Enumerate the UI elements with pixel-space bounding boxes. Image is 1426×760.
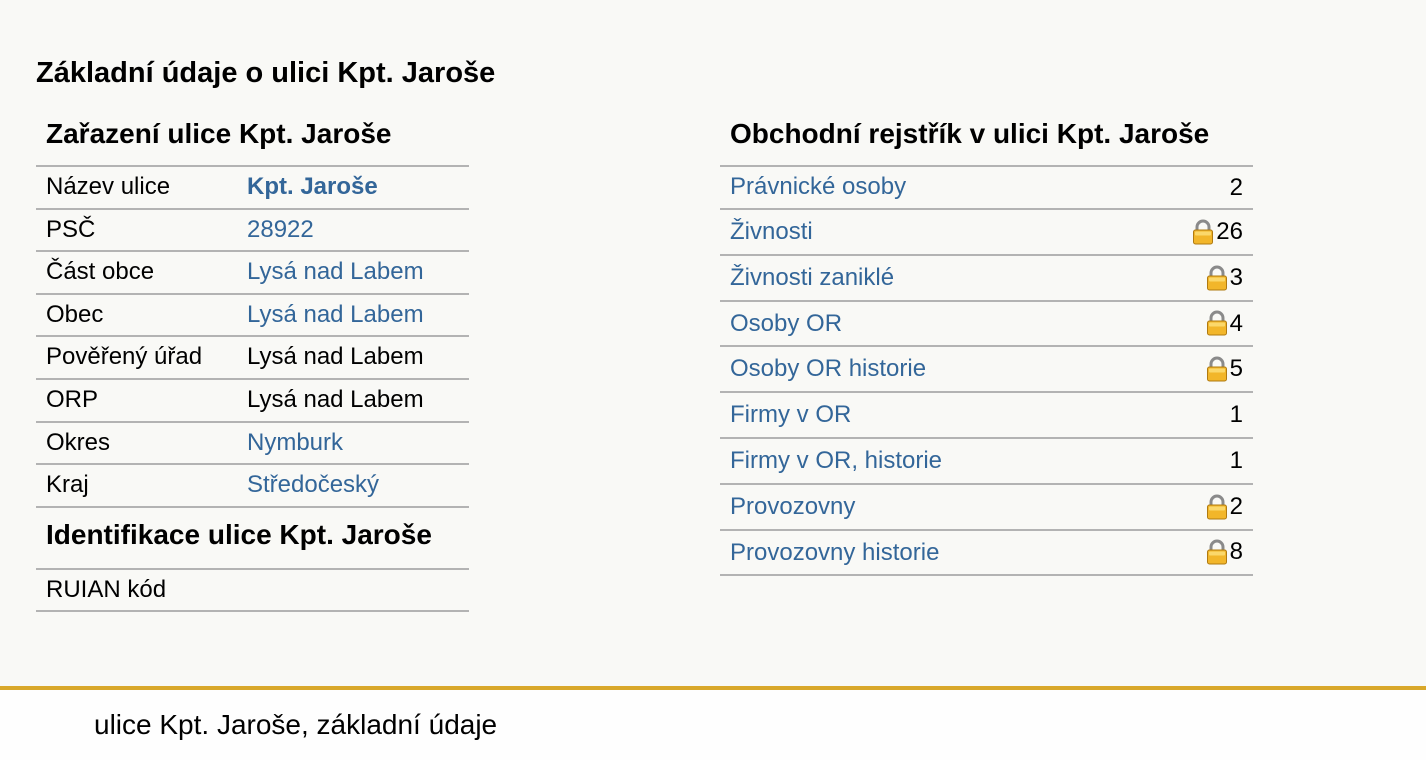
identification-title: Identifikace ulice Kpt. Jaroše bbox=[36, 508, 469, 570]
row-label: Část obce bbox=[46, 258, 155, 286]
register-row-link[interactable]: Živnosti zaniklé bbox=[730, 263, 895, 291]
register-row-link[interactable]: Živnosti bbox=[730, 218, 813, 245]
register-count bbox=[1206, 485, 1243, 529]
register-row-link[interactable]: Firmy v OR bbox=[730, 401, 852, 429]
register-count-value: 8 bbox=[1229, 538, 1243, 566]
row-value: Lysá nad Labem bbox=[247, 343, 424, 371]
padlock-icon bbox=[1206, 494, 1228, 520]
register-row bbox=[720, 485, 1253, 531]
register-count-value: 4 bbox=[1229, 309, 1243, 337]
register-count bbox=[1230, 439, 1243, 483]
register-row-link[interactable]: Firmy v OR, historie bbox=[730, 446, 943, 474]
padlock-icon bbox=[1206, 356, 1228, 382]
row-value-link[interactable]: Lysá nad Labem bbox=[247, 300, 424, 328]
classification-row bbox=[36, 295, 469, 338]
row-value-link[interactable]: 28922 bbox=[247, 215, 314, 243]
row-value-link[interactable]: Nymburk bbox=[247, 428, 344, 456]
row-label: Okres bbox=[46, 428, 111, 456]
row-value-link[interactable]: Lysá nad Labem bbox=[247, 258, 424, 286]
register-count-value: 26 bbox=[1216, 217, 1243, 245]
classification-row bbox=[36, 465, 469, 508]
classification-table bbox=[36, 167, 469, 508]
row-label: Pověřený úřad bbox=[46, 343, 203, 371]
register-count-value: 5 bbox=[1229, 355, 1243, 383]
register-row bbox=[720, 393, 1253, 439]
register-count-value: 1 bbox=[1229, 446, 1243, 474]
register-row bbox=[720, 256, 1253, 302]
classification-row bbox=[36, 380, 469, 423]
business-register-title: Obchodní rejstřík v ulici Kpt. Jaroše bbox=[720, 116, 1253, 167]
business-register-table bbox=[720, 167, 1253, 576]
footer bbox=[0, 690, 1426, 760]
identification-row bbox=[36, 570, 469, 613]
register-count-value: 3 bbox=[1229, 263, 1243, 291]
register-row-link[interactable]: Právnické osoby bbox=[730, 173, 907, 200]
padlock-icon bbox=[1192, 219, 1214, 245]
register-count-value: 2 bbox=[1229, 173, 1243, 201]
classification-row bbox=[36, 423, 469, 466]
register-row-link[interactable]: Osoby OR bbox=[730, 309, 843, 337]
register-count bbox=[1192, 210, 1243, 254]
register-row bbox=[720, 439, 1253, 485]
register-count bbox=[1206, 531, 1243, 575]
register-row bbox=[720, 302, 1253, 348]
register-count-value: 2 bbox=[1229, 492, 1243, 520]
register-count-value: 1 bbox=[1229, 401, 1243, 429]
register-count bbox=[1206, 256, 1243, 300]
row-value: Lysá nad Labem bbox=[247, 385, 424, 413]
classification-title: Zařazení ulice Kpt. Jaroše bbox=[36, 116, 469, 167]
register-row-link[interactable]: Provozovny bbox=[730, 492, 856, 520]
row-label: ORP bbox=[46, 385, 99, 413]
register-count bbox=[1206, 302, 1243, 346]
identification-table bbox=[36, 570, 469, 613]
register-row-link[interactable]: Provozovny historie bbox=[730, 538, 940, 566]
street-info-column bbox=[36, 116, 469, 612]
register-row bbox=[720, 210, 1253, 256]
padlock-icon bbox=[1206, 539, 1228, 565]
register-row bbox=[720, 167, 1253, 210]
row-label: Název ulice bbox=[46, 173, 171, 200]
padlock-icon bbox=[1206, 310, 1228, 336]
classification-row bbox=[36, 167, 469, 210]
page-title: Základní údaje o ulici Kpt. Jaroše bbox=[36, 57, 496, 89]
row-label: PSČ bbox=[46, 215, 96, 243]
classification-row bbox=[36, 252, 469, 295]
classification-row bbox=[36, 337, 469, 380]
register-row-link[interactable]: Osoby OR historie bbox=[730, 355, 927, 383]
register-count bbox=[1230, 393, 1243, 437]
row-value-link[interactable]: Kpt. Jaroše bbox=[247, 173, 378, 200]
padlock-icon bbox=[1206, 265, 1228, 291]
classification-row bbox=[36, 210, 469, 253]
row-label: Kraj bbox=[46, 471, 89, 499]
register-row bbox=[720, 347, 1253, 393]
footer-text: ulice Kpt. Jaroše, základní údaje bbox=[94, 709, 498, 740]
row-value-link[interactable]: Středočeský bbox=[247, 471, 380, 499]
register-count bbox=[1206, 347, 1243, 391]
business-register-column bbox=[720, 116, 1253, 576]
register-row bbox=[720, 531, 1253, 577]
row-label: RUIAN kód bbox=[46, 575, 167, 603]
register-count bbox=[1230, 167, 1243, 208]
row-label: Obec bbox=[46, 300, 104, 328]
